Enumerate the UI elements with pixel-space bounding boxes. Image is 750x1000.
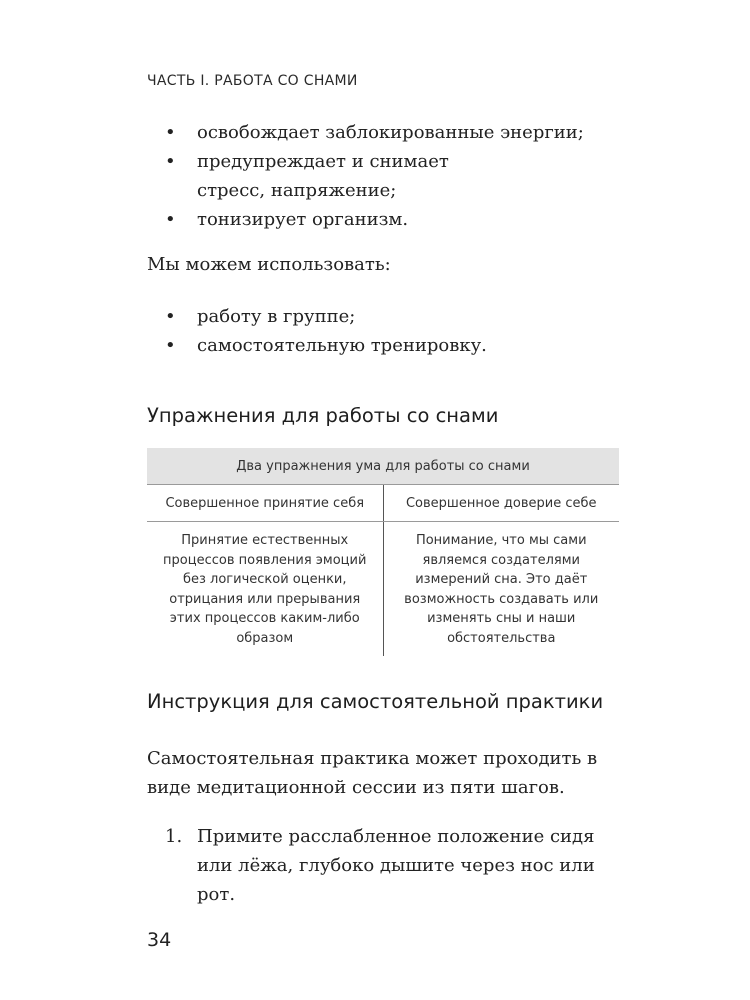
table-cell-trust: Понимание, что мы сами являемся создателями измерений сна. Это даёт возможность создавать или изменять сны и наши обстоятельства (404, 533, 599, 646)
table-cell-acceptance: Принятие естественных процессов появления эмоций без логической оценки, отрицания или прерывания этих процессов каким-либо образом (147, 522, 383, 657)
column-header-trust: Совершенное доверие себе (383, 485, 619, 522)
list-item (147, 822, 627, 909)
list-item-text: работу в группе; (197, 306, 356, 327)
section-heading: Инструкция для самостоятельной практики (147, 690, 604, 713)
bullet: • (165, 209, 176, 230)
paragraph: Мы можем использовать: (147, 254, 391, 275)
list-item (147, 147, 517, 205)
usage-list (147, 302, 487, 360)
list-item (147, 331, 487, 360)
steps-list (147, 822, 627, 909)
list-item-text: предупреждает и снимает стресс, напряжение; (197, 151, 449, 201)
bullet: • (165, 306, 176, 327)
running-head: ЧАСТЬ I. РАБОТА СО СНАМИ (147, 73, 358, 89)
benefits-list (147, 118, 584, 234)
table-caption: Два упражнения ума для работы со снами (147, 448, 619, 485)
column-header-acceptance: Совершенное принятие себя (147, 485, 383, 522)
list-item-text: самостоятельную тренировку. (197, 335, 487, 356)
exercises-table (147, 448, 619, 656)
step-number: 1. (165, 826, 183, 847)
bullet: • (165, 151, 176, 172)
list-item (147, 302, 487, 331)
page-number: 34 (147, 929, 172, 951)
paragraph: Самостоятельная практика может проходить в виде медитационной сессии из пяти шагов. (147, 748, 598, 798)
bullet: • (165, 122, 176, 143)
list-item-text: освобождает заблокированные энергии; (197, 122, 584, 143)
list-item-text: тонизирует организм. (197, 209, 409, 230)
section-heading: Упражнения для работы со снами (147, 404, 499, 427)
list-item (147, 205, 584, 234)
bullet: • (165, 335, 176, 356)
step-text: Примите расслабленное положение сидя или лёжа, глубоко дышите через нос или рот. (197, 826, 595, 905)
list-item (147, 118, 584, 147)
